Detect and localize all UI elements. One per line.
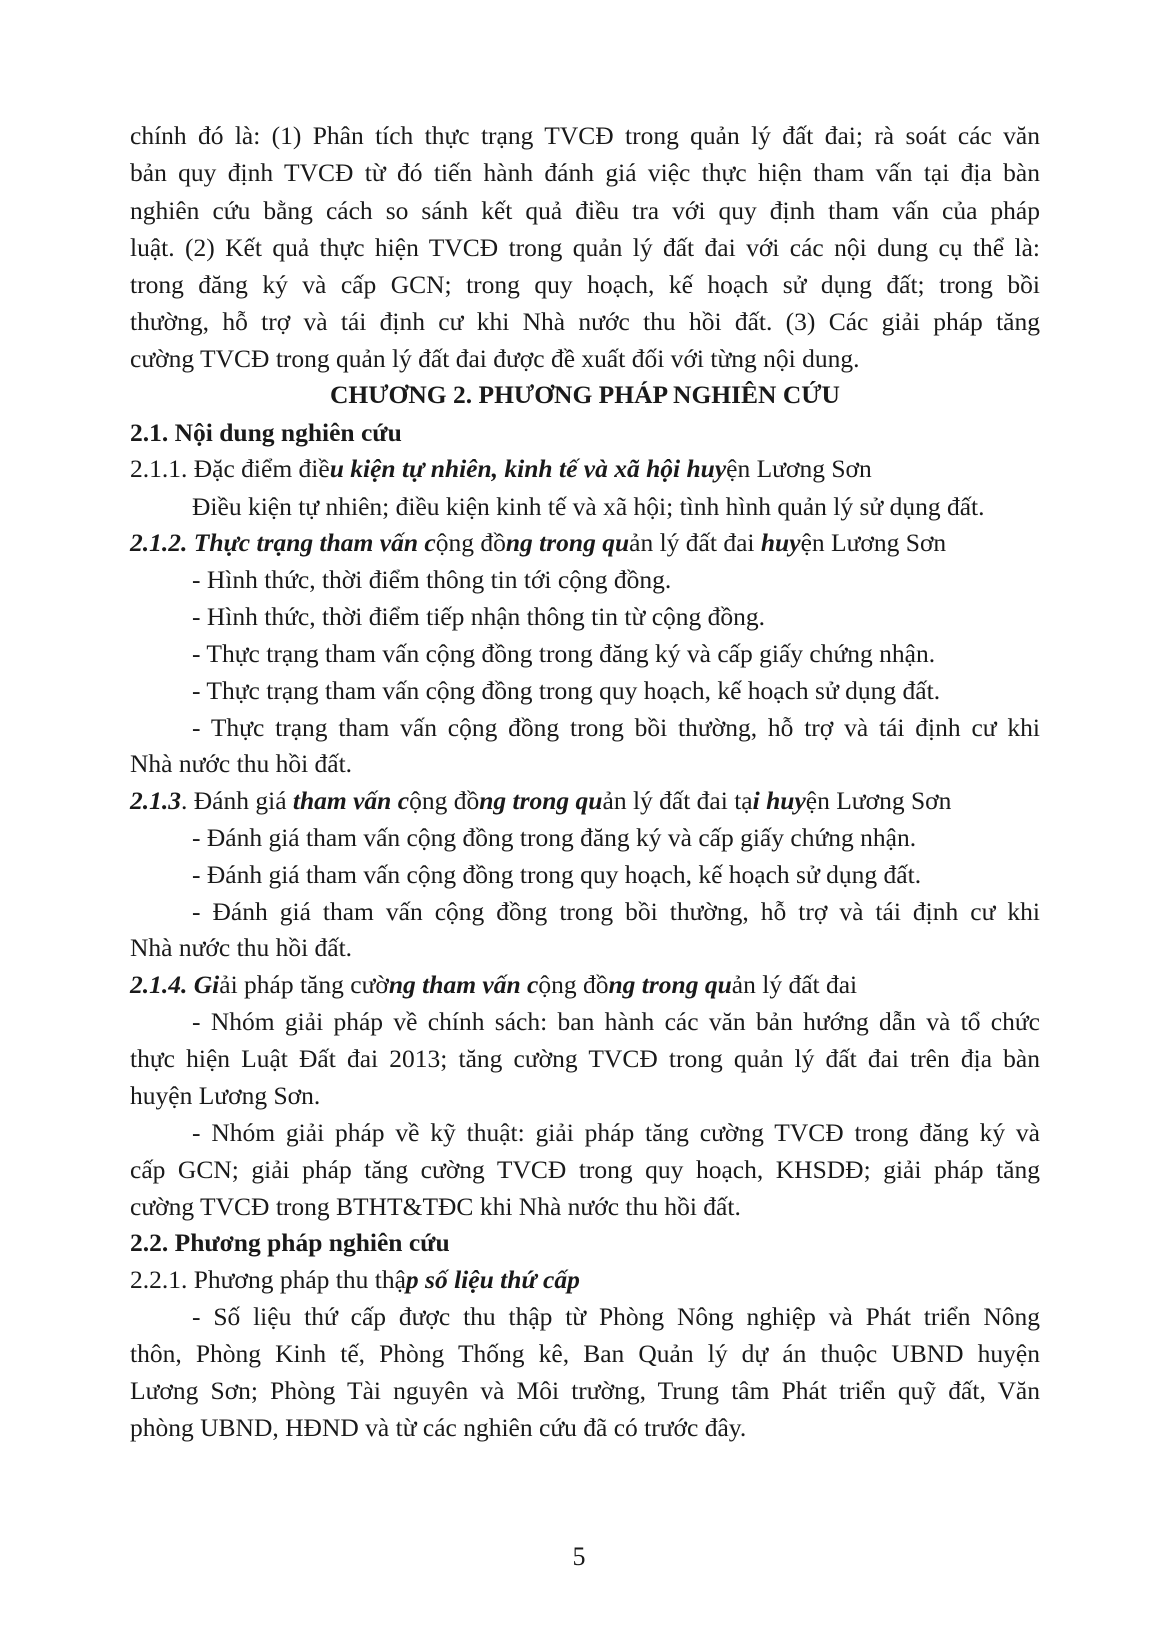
paragraph-line: cường TVCĐ trong BTHT&TĐC khi Nhà nước thu hồi đất. <box>130 1192 741 1221</box>
section-2-1-1-heading: 2.1.1. Đặc điểm điều kiện tự nhiên, kinh tế và xã hội huyện Lương Sơn <box>130 454 872 483</box>
section-2-1-heading: 2.1. Nội dung nghiên cứu <box>130 418 402 447</box>
list-item: - Hình thức, thời điểm tiếp nhận thông tin từ cộng đồng. <box>192 602 766 631</box>
list-item: - Hình thức, thời điểm thông tin tới cộng đồng. <box>192 565 672 594</box>
section-2-2-heading: 2.2. Phương pháp nghiên cứu <box>130 1228 450 1257</box>
section-2-1-4-heading: 2.1.4. Giải pháp tăng cường tham vấn cộng đồng trong quản lý đất đai <box>130 970 858 999</box>
list-item: - Đánh giá tham vấn cộng đồng trong quy hoạch, kế hoạch sử dụng đất. <box>192 860 922 889</box>
paragraph-line: thực hiện Luật Đất đai 2013; tăng cường TVCĐ trong quản lý đất đai trên địa bàn <box>130 1044 1040 1073</box>
paragraph-line: - Nhóm giải pháp về chính sách: ban hành các văn bản hướng dẫn và tổ chức <box>192 1007 1040 1036</box>
paragraph-line: thôn, Phòng Kinh tế, Phòng Thống kê, Ban Quản lý dự án thuộc UBND huyện <box>130 1339 1040 1368</box>
list-item-continuation: Nhà nước thu hồi đất. <box>130 749 353 778</box>
intro-line-2: bản quy định TVCĐ từ đó tiến hành đánh giá việc thực hiện tham vấn tại địa bàn <box>130 158 1040 187</box>
paragraph-line: - Số liệu thứ cấp được thu thập từ Phòng Nông nghiệp và Phát triển Nông <box>192 1302 1040 1331</box>
paragraph-line: Lương Sơn; Phòng Tài nguyên và Môi trường, Trung tâm Phát triển quỹ đất, Văn <box>130 1376 1040 1405</box>
paragraph-line: phòng UBND, HĐND và từ các nghiên cứu đã có trước đây. <box>130 1413 747 1442</box>
list-item: - Thực trạng tham vấn cộng đồng trong đăng ký và cấp giấy chứng nhận. <box>192 639 936 668</box>
intro-line-5: trong đăng ký và cấp GCN; trong quy hoạch, kế hoạch sử dụng đất; trong bồi <box>130 270 1040 299</box>
list-item: - Đánh giá tham vấn cộng đồng trong bồi thường, hỗ trợ và tái định cư khi <box>192 897 1040 926</box>
list-item: - Đánh giá tham vấn cộng đồng trong đăng ký và cấp giấy chứng nhận. <box>192 823 917 852</box>
paragraph-line: cấp GCN; giải pháp tăng cường TVCĐ trong quy hoạch, KHSDĐ; giải pháp tăng <box>130 1155 1040 1184</box>
paragraph-line: - Nhóm giải pháp về kỹ thuật: giải pháp tăng cường TVCĐ trong đăng ký và <box>192 1118 1040 1147</box>
intro-line-4: luật. (2) Kết quả thực hiện TVCĐ trong quản lý đất đai với các nội dung cụ thể là: <box>130 233 1040 262</box>
section-2-1-1-text: Điều kiện tự nhiên; điều kiện kinh tế và xã hội; tình hình quản lý sử dụng đất. <box>192 492 985 521</box>
section-2-2-1-heading: 2.2.1. Phương pháp thu thập số liệu thứ cấp <box>130 1265 580 1294</box>
paragraph-line: huyện Lương Sơn. <box>130 1081 321 1110</box>
section-2-1-2-heading: 2.1.2. Thực trạng tham vấn cộng đồng trong quản lý đất đai huyện Lương Sơn <box>130 528 947 557</box>
list-item: - Thực trạng tham vấn cộng đồng trong bồi thường, hỗ trợ và tái định cư khi <box>192 713 1040 742</box>
chapter-title: CHƯƠNG 2. PHƯƠNG PHÁP NGHIÊN CỨU <box>330 380 840 409</box>
section-2-1-3-heading: 2.1.3. Đánh giá tham vấn cộng đồng trong quản lý đất đai tại huyện Lương Sơn <box>130 786 952 815</box>
list-item-continuation: Nhà nước thu hồi đất. <box>130 933 353 962</box>
intro-line-1: chính đó là: (1) Phân tích thực trạng TVCĐ trong quản lý đất đai; rà soát các văn <box>130 121 1040 150</box>
intro-line-3: nghiên cứu bằng cách so sánh kết quả điều tra với quy định tham vấn của pháp <box>130 196 1040 225</box>
list-item: - Thực trạng tham vấn cộng đồng trong quy hoạch, kế hoạch sử dụng đất. <box>192 676 941 705</box>
intro-line-7: cường TVCĐ trong quản lý đất đai được đề xuất đối với từng nội dung. <box>130 344 860 373</box>
page-number: 5 <box>572 1542 586 1571</box>
intro-line-6: thường, hỗ trợ và tái định cư khi Nhà nước thu hồi đất. (3) Các giải pháp tăng <box>130 307 1040 336</box>
